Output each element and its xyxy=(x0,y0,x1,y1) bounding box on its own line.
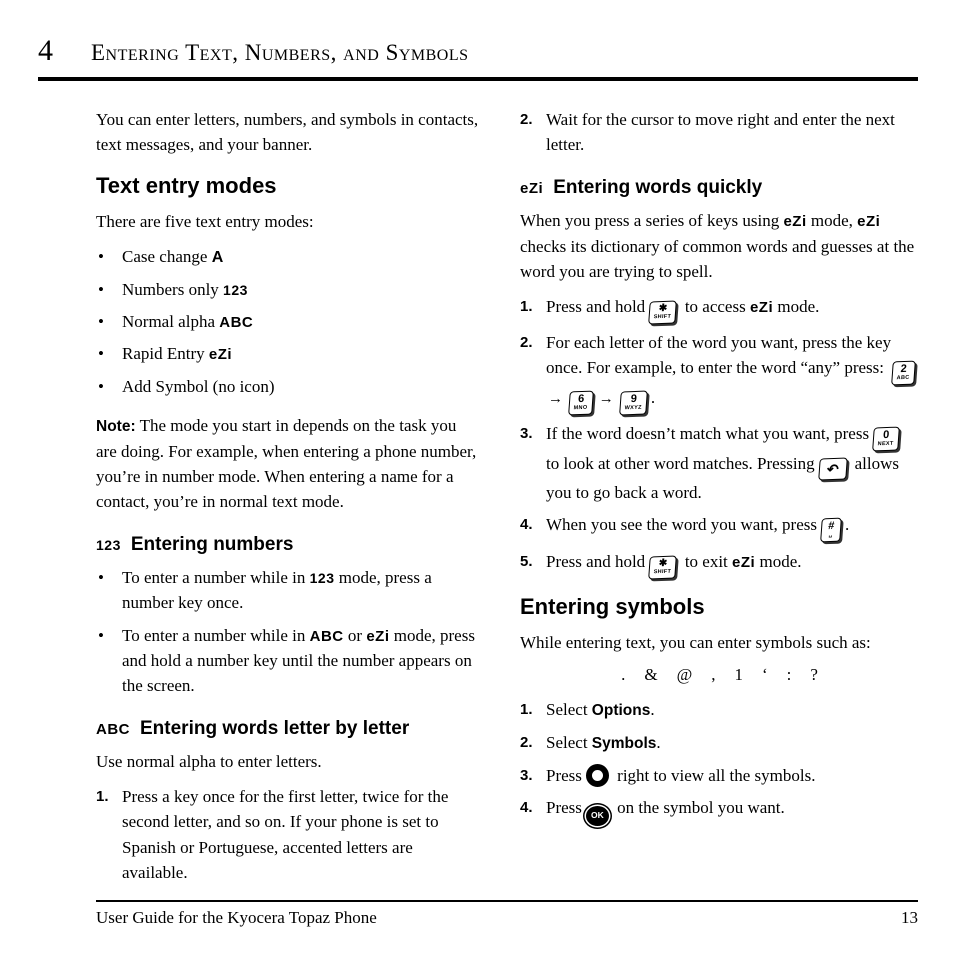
list-item xyxy=(96,623,480,699)
ezi-mode-icon: eZi xyxy=(857,213,881,231)
text-segment: To enter a number while in xyxy=(122,568,306,588)
step-text: Wait for the cursor to move right and enter the next letter. xyxy=(546,110,895,155)
step-number: 2. xyxy=(520,734,533,752)
back-arrow-glyph: ↶ xyxy=(826,460,839,478)
numbers-mode-icon: 123 xyxy=(223,282,248,299)
step-item-3 xyxy=(520,421,920,505)
step-item-4 xyxy=(520,512,920,542)
list-item-numbers-only xyxy=(96,277,480,302)
step-text xyxy=(546,549,920,579)
text-segment: mode, press and hold a number key until the number appears on the screen. xyxy=(122,625,475,695)
key-letters: ABC xyxy=(896,375,910,382)
text-segment: checks its dictionary of common words and guesses at the word you are trying to spell. xyxy=(520,236,915,281)
text-segment: right to view all the symbols. xyxy=(617,766,816,786)
text-segment: mode. xyxy=(777,296,820,316)
step-text: Press a key once for the first letter, twice for the second letter, and so on. If your phone is set to Spanish or Portuguese, accented letters are available. xyxy=(122,787,449,882)
key-letters: ␣ xyxy=(828,532,833,539)
heading-text: Entering numbers xyxy=(130,534,294,556)
key-number: 9 xyxy=(630,392,638,406)
step-number: 2. xyxy=(520,334,533,352)
text-segment: mode, xyxy=(810,211,853,231)
step-text xyxy=(546,294,920,324)
key-letters: WXYZ xyxy=(624,404,642,412)
key-number: 0 xyxy=(882,429,890,442)
mode-label: Normal alpha xyxy=(122,312,215,332)
text-segment: . xyxy=(650,387,656,407)
symbols-lead: While entering text, you can enter symbols such as: xyxy=(520,633,871,653)
list-item-normal-alpha xyxy=(96,309,480,334)
text-segment: to access xyxy=(684,296,746,316)
text-segment: Press and hold xyxy=(546,551,646,571)
ezi-mode-icon: eZi xyxy=(366,627,390,645)
alpha-mode-icon: ABC xyxy=(309,627,344,645)
step-number: 3. xyxy=(520,425,533,443)
shift-key-icon xyxy=(648,300,677,323)
heading-text-entry-modes: Text entry modes xyxy=(96,173,277,199)
text-segment: If the word doesn’t match what you want, press xyxy=(546,424,870,444)
list-item-text xyxy=(122,277,480,302)
bullet-icon: • xyxy=(98,376,104,396)
header-rule xyxy=(38,77,918,81)
chapter-header xyxy=(38,34,918,68)
shift-key-label: SHIFT xyxy=(653,568,672,575)
key-letters: NEXT xyxy=(877,441,894,448)
ezi-mode-icon: eZi xyxy=(783,213,807,231)
back-key-icon xyxy=(818,457,847,480)
step-number: 4. xyxy=(520,799,533,817)
text-segment: To enter a number while in xyxy=(122,625,306,645)
quick-paragraph xyxy=(520,208,920,284)
chapter-number: 4 xyxy=(38,34,53,67)
nav-key-icon xyxy=(586,764,609,787)
menu-item-options: Options xyxy=(591,702,651,720)
ok-key-icon: OK xyxy=(586,806,609,826)
text-segment: allows you to go back a word. xyxy=(546,453,900,502)
text-segment: When you press a series of keys using xyxy=(520,211,780,231)
step-item-1 xyxy=(520,294,920,324)
letter-lead: Use normal alpha to enter letters. xyxy=(96,752,322,772)
numbers-mode-icon: 123 xyxy=(96,537,121,554)
key-number: 6 xyxy=(577,392,585,406)
step-item-3 xyxy=(520,763,920,788)
left-column xyxy=(96,107,480,892)
step-text xyxy=(546,697,920,723)
text-segment: to exit xyxy=(684,551,728,571)
step-number: 1. xyxy=(96,788,109,806)
list-item-text xyxy=(122,374,480,399)
key-9wxyz-icon xyxy=(619,391,648,415)
text-segment: or xyxy=(347,625,363,645)
list-item-rapid-entry xyxy=(96,341,480,366)
ezi-mode-icon: eZi xyxy=(732,553,756,571)
text-segment: Press xyxy=(546,798,582,818)
ezi-mode-icon: eZi xyxy=(208,346,233,364)
heading-entering-words-quickly xyxy=(520,177,920,199)
heading-text: Entering words quickly xyxy=(553,177,763,199)
shift-star-glyph: ✱ xyxy=(658,557,668,569)
modes-lead: There are five text entry modes: xyxy=(96,212,314,232)
ezi-mode-icon: eZi xyxy=(520,180,544,198)
bullet-icon: • xyxy=(98,344,104,364)
list-item-add-symbol xyxy=(96,374,480,399)
step-item-1 xyxy=(96,784,480,885)
note-label: Note: xyxy=(96,417,136,435)
text-segment: Select xyxy=(546,733,588,753)
alpha-mode-icon: ABC xyxy=(96,721,130,739)
step-number: 1. xyxy=(520,701,533,719)
list-item-text xyxy=(122,623,480,699)
pound-key-icon xyxy=(820,518,842,542)
step-item-2 xyxy=(520,730,920,756)
ezi-mode-icon: eZi xyxy=(749,298,774,316)
step-text xyxy=(546,730,920,756)
shift-star-glyph: ✱ xyxy=(658,302,668,314)
step-item-2 xyxy=(520,330,920,414)
text-segment: . xyxy=(845,515,850,535)
text-segment: For each letter of the word you want, press the key once. For example, to enter the word “any” press: xyxy=(546,333,892,378)
step-item-2 xyxy=(520,107,920,157)
key-6mno-icon xyxy=(568,391,593,415)
step-text xyxy=(546,795,920,825)
text-segment: mode, press a number key once. xyxy=(122,568,432,613)
list-item-text xyxy=(122,244,480,270)
step-text xyxy=(546,512,920,542)
mode-label: Rapid Entry xyxy=(122,344,205,364)
case-change-icon: A xyxy=(211,249,224,267)
alpha-mode-icon: ABC xyxy=(219,314,254,332)
step-number: 3. xyxy=(520,767,533,785)
page-number: 13 xyxy=(901,908,918,927)
step-item-5 xyxy=(520,549,920,579)
bullet-icon: • xyxy=(98,280,104,300)
key-2abc-icon xyxy=(891,361,916,385)
heading-entering-numbers xyxy=(96,534,480,556)
mode-label: Case change xyxy=(122,247,208,267)
key-letters: MNO xyxy=(573,404,588,412)
list-item-text xyxy=(122,565,480,615)
bullet-icon: • xyxy=(98,568,104,588)
step-number: 2. xyxy=(520,111,533,128)
heading-entering-symbols: Entering symbols xyxy=(520,594,705,620)
key-0next-icon xyxy=(872,427,900,451)
text-segment: to look at other word matches. Pressing xyxy=(546,453,815,473)
bullet-icon: • xyxy=(98,247,104,267)
mode-label: Numbers only xyxy=(122,280,219,300)
step-number: 4. xyxy=(520,516,533,534)
bullet-icon: • xyxy=(98,312,104,332)
text-segment: on the symbol you want. xyxy=(617,798,785,818)
step-text xyxy=(546,763,920,788)
text-segment: . xyxy=(656,733,661,753)
step-text xyxy=(546,330,920,414)
key-number: # xyxy=(827,520,835,533)
list-item-text xyxy=(122,309,480,334)
text-segment: Press xyxy=(546,766,582,786)
chapter-title: Entering Text, Numbers, and Symbols xyxy=(91,40,469,65)
step-number: 5. xyxy=(520,552,533,570)
right-column xyxy=(520,107,920,892)
symbols-examples: . & @ , 1 ‘ : ? xyxy=(621,665,819,685)
list-item-text xyxy=(122,341,480,366)
key-number: 2 xyxy=(900,363,908,376)
text-segment: mode. xyxy=(759,551,802,571)
arrow-icon: → xyxy=(598,389,614,407)
intro-paragraph: You can enter letters, numbers, and symbols in contacts, text messages, and your banner. xyxy=(96,110,479,155)
note-paragraph xyxy=(96,413,480,514)
step-text xyxy=(546,421,920,505)
heading-entering-words-letter xyxy=(96,718,480,740)
text-segment: Press and hold xyxy=(546,296,646,316)
text-segment: When you see the word you want, press xyxy=(546,515,817,535)
shift-key-label: SHIFT xyxy=(653,313,672,321)
step-item-4 xyxy=(520,795,920,825)
content-columns xyxy=(38,107,918,892)
footer-title: User Guide for the Kyocera Topaz Phone xyxy=(96,908,377,927)
numbers-mode-icon: 123 xyxy=(309,570,335,587)
list-item xyxy=(96,565,480,615)
shift-key-icon xyxy=(648,555,677,578)
arrow-icon: → xyxy=(548,389,563,407)
page-footer xyxy=(96,900,918,928)
mode-label: Add Symbol (no icon) xyxy=(122,376,275,396)
step-number: 1. xyxy=(520,297,533,315)
heading-text: Entering words letter by letter xyxy=(140,718,410,740)
list-item-case-change xyxy=(96,244,480,270)
note-text: The mode you start in depends on the task you are doing. For example, when entering a phone number, you’re in number mode. When entering a name for a contact, you’re in normal text mode. xyxy=(96,415,477,512)
text-segment: . xyxy=(650,700,655,720)
step-item-1 xyxy=(520,697,920,723)
text-segment: Select xyxy=(546,700,588,720)
bullet-icon: • xyxy=(98,625,104,645)
menu-item-symbols: Symbols xyxy=(591,735,657,753)
